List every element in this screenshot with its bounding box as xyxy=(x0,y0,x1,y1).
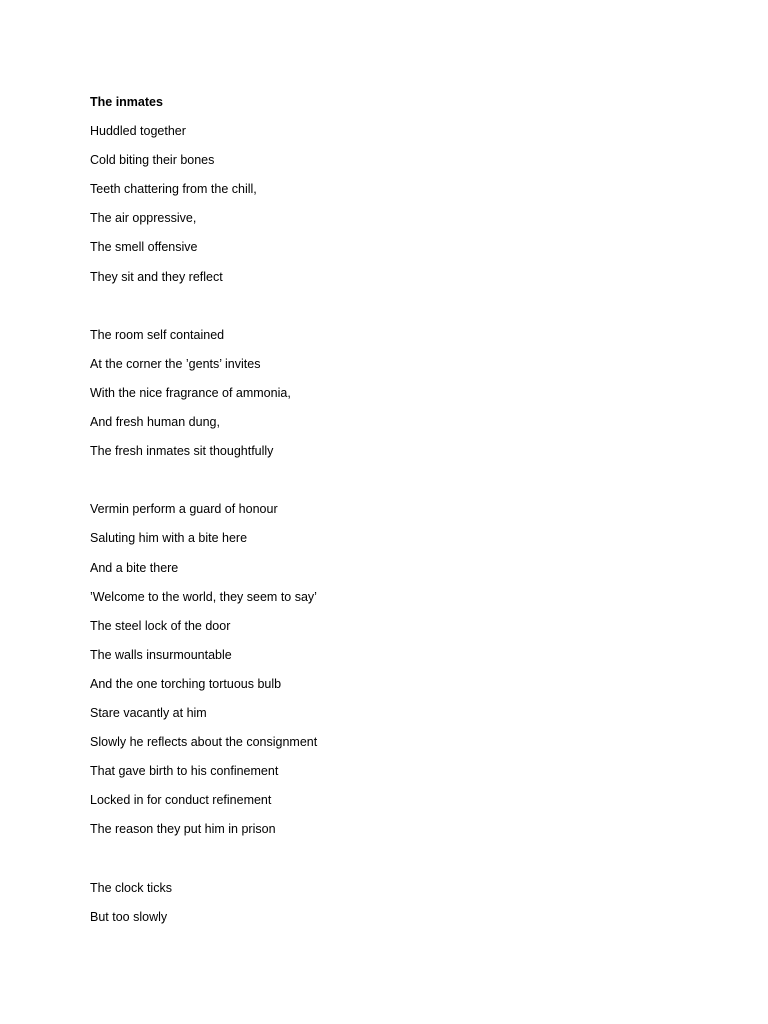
poem-line: Stare vacantly at him xyxy=(90,705,207,720)
poem-line: At the corner the ’gents’ invites xyxy=(90,356,261,371)
poem-line: And fresh human dung, xyxy=(90,415,220,430)
poem-line: The air oppressive, xyxy=(90,211,197,226)
poem-line: The fresh inmates sit thoughtfully xyxy=(90,444,274,459)
poem-line: The smell offensive xyxy=(90,240,198,255)
poem-title: The inmates xyxy=(90,95,163,109)
poem-line: The walls insurmountable xyxy=(90,647,232,662)
poem-line: Saluting him with a bite here xyxy=(90,531,248,546)
poem-line: The room self contained xyxy=(90,327,225,342)
poem-line: Vermin perform a guard of honour xyxy=(90,502,278,517)
poem-line: Teeth chattering from the chill, xyxy=(90,182,257,197)
poem-line: That gave birth to his confinement xyxy=(90,764,279,779)
stanza-1 xyxy=(90,122,690,297)
poem-line: Huddled together xyxy=(90,124,186,139)
stanza-2 xyxy=(90,326,690,471)
poem-line: They sit and they reflect xyxy=(90,269,223,284)
poem-line: The clock ticks xyxy=(90,880,172,895)
poem-line: And the one torching tortuous bulb xyxy=(90,676,282,691)
stanza-4 xyxy=(90,879,690,937)
poem-line: But too slowly xyxy=(90,909,168,924)
stanza-break xyxy=(90,471,690,500)
poem-line: And a bite there xyxy=(90,560,179,575)
poem-line: Locked in for conduct refinement xyxy=(90,793,272,808)
poem-line: Slowly he reflects about the consignment xyxy=(90,735,318,750)
poem-line: ’Welcome to the world, they seem to say’ xyxy=(90,589,317,604)
stanza-break xyxy=(90,297,690,326)
poem-body xyxy=(90,93,690,937)
poem-line: The reason they put him in prison xyxy=(90,822,276,837)
poem-line: Cold biting their bones xyxy=(90,153,215,168)
stanza-3 xyxy=(90,500,690,849)
stanza-break xyxy=(90,849,690,878)
poem-line: With the nice fragrance of ammonia, xyxy=(90,385,291,400)
poem-line: The steel lock of the door xyxy=(90,618,231,633)
